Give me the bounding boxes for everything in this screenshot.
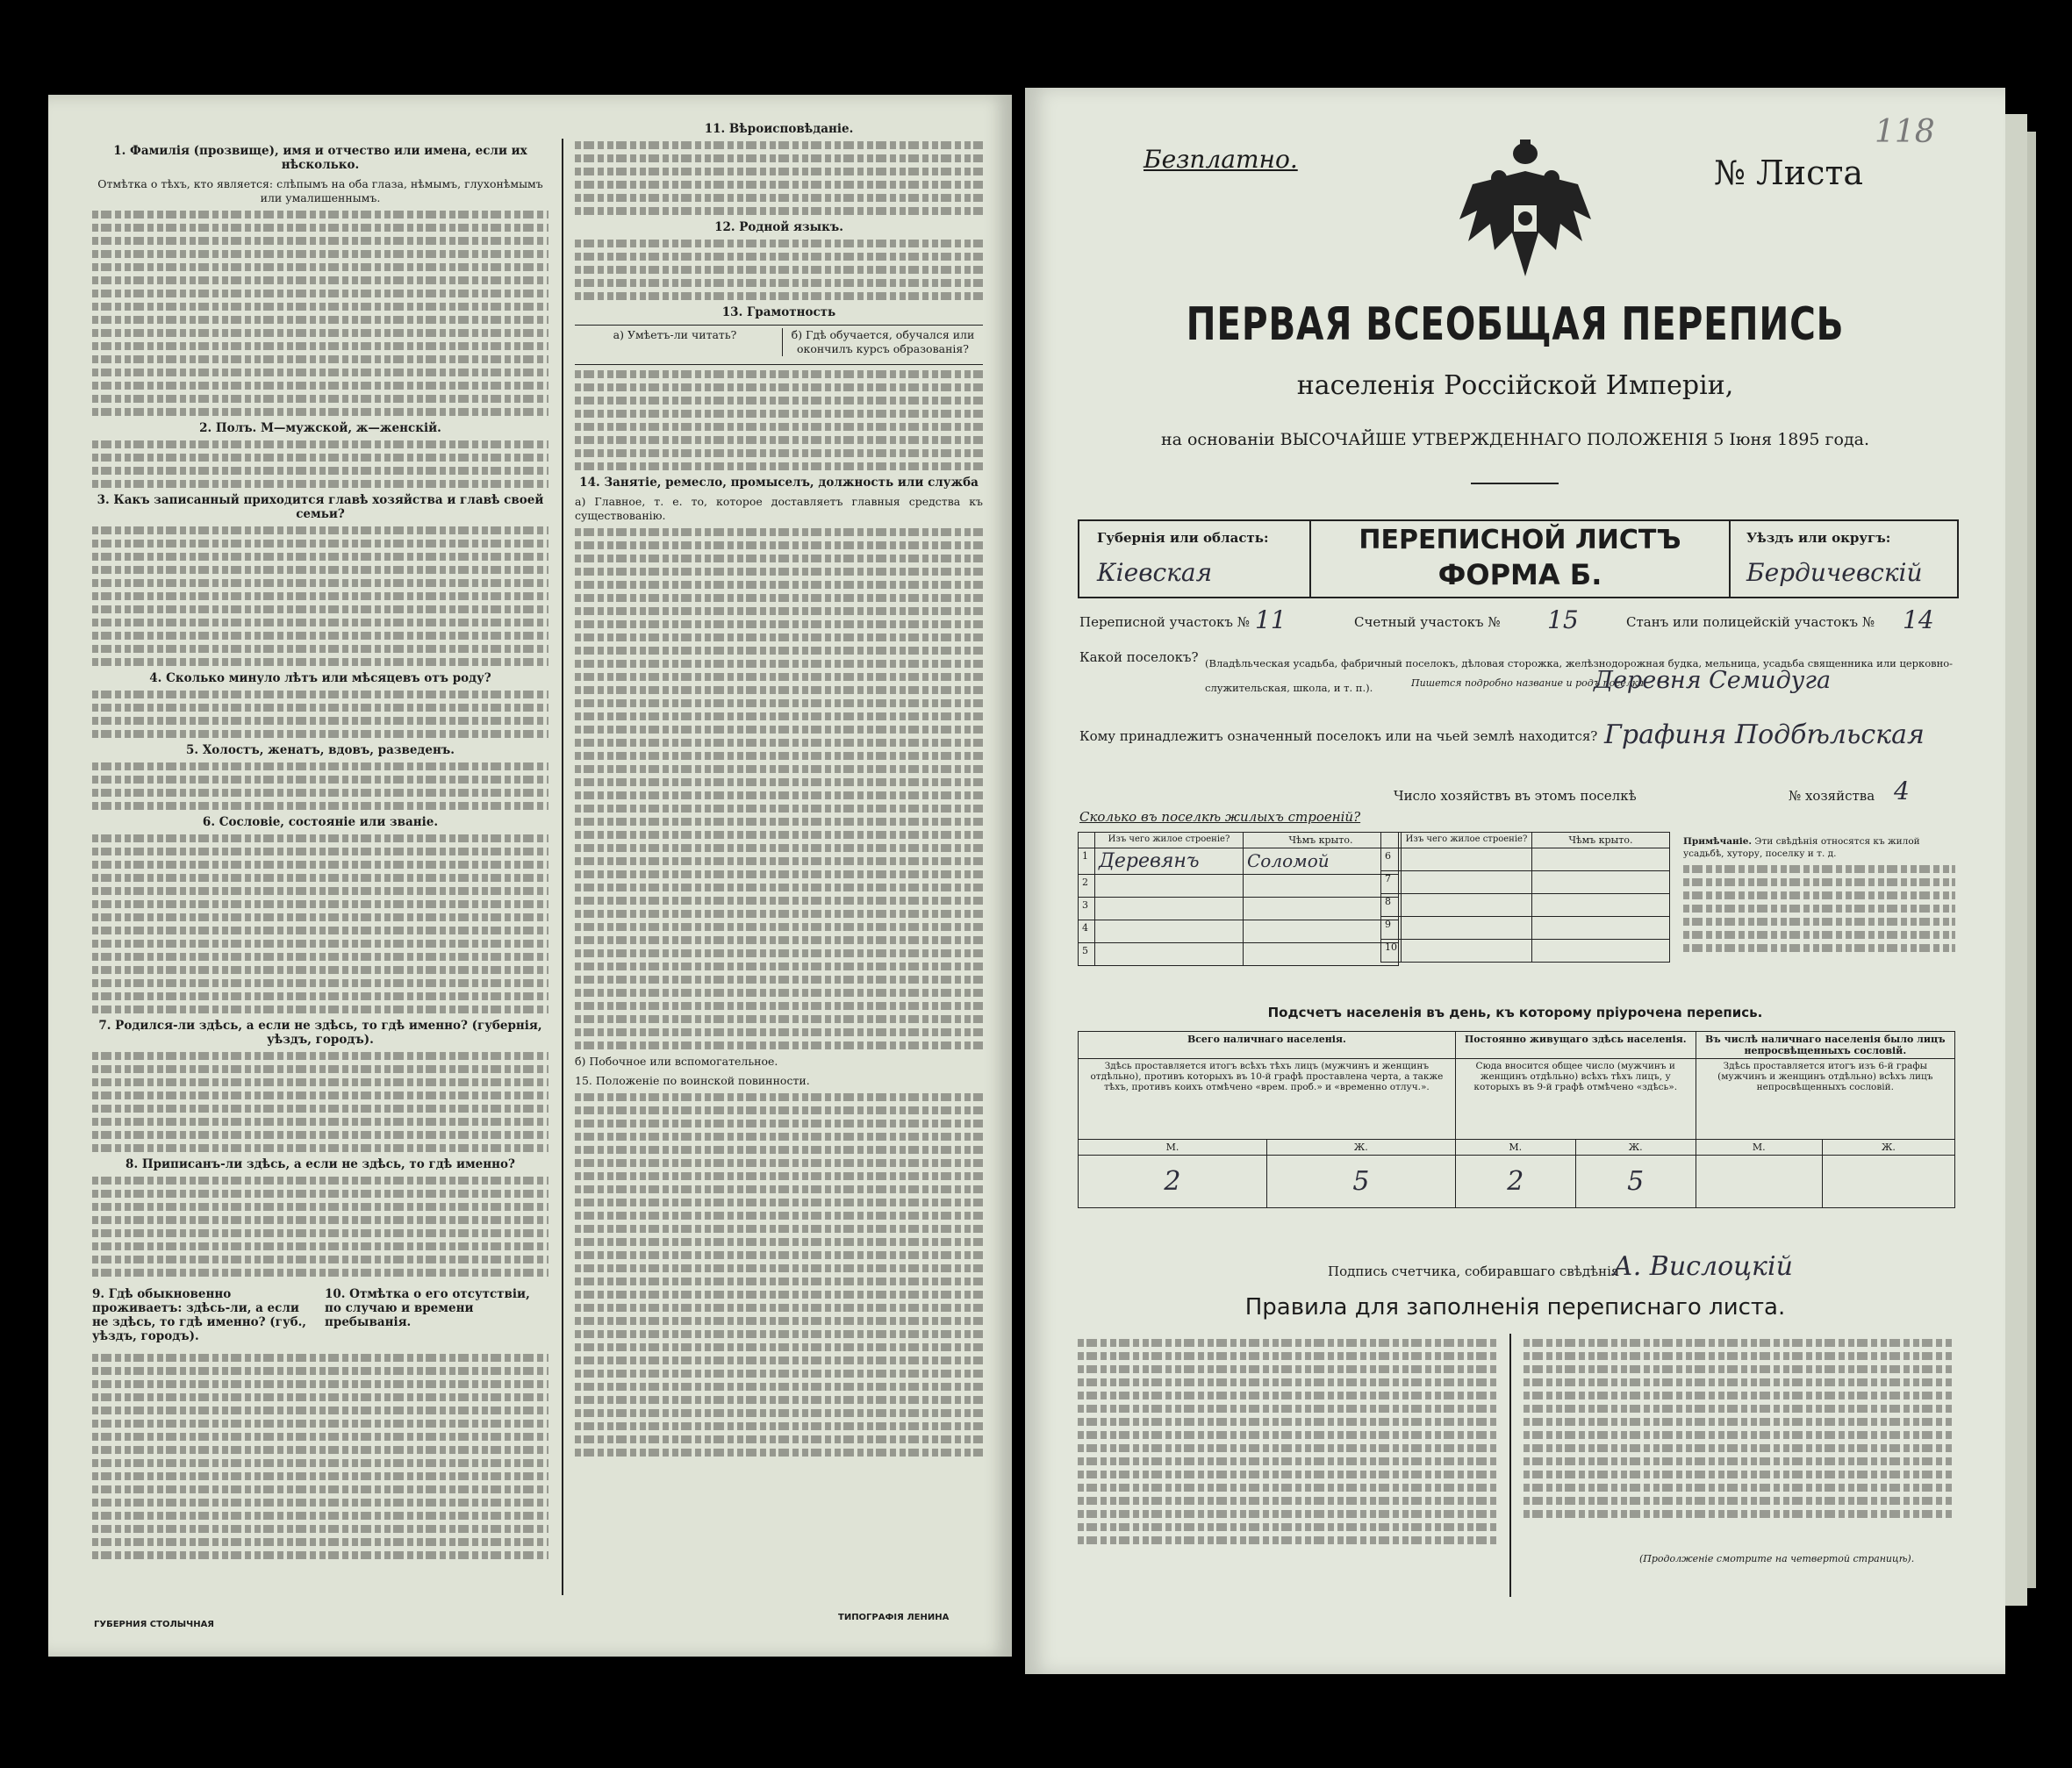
buildings-table-right <box>1380 832 1670 963</box>
tally-description: Здѣсь проставляется итогъ изъ 6-й графы (мужчинъ и женщинъ отдѣльно) всѣхъ лицъ непросвѣщенныхъ сословій. <box>1696 1059 1954 1140</box>
counting-section-value: 15 <box>1547 605 1579 634</box>
column-divider <box>562 139 563 1595</box>
row-number: 8 <box>1381 894 1402 917</box>
settlement-note: (Владѣльческая усадьба, фабричный поселокъ, дѣловая сторожка, желѣзнодорожная будка, мельница, усадьба священника или церковно-служительская, школа, и т. п.). <box>1205 657 1954 694</box>
male-label: М. <box>1455 1140 1575 1156</box>
divider <box>1471 483 1559 484</box>
collector-label: Подпись счетчика, собиравшаго свѣдѣнія <box>1328 1263 1620 1279</box>
province-value: Кіевская <box>1097 558 1213 587</box>
section-heading: 3. Какъ записанный приходится главѣ хозяйства и главѣ своей семьи? <box>97 493 544 521</box>
police-section-label: Станъ или полицейскій участокъ № <box>1626 614 1875 630</box>
police-section-value: 14 <box>1903 605 1934 634</box>
district-value: Бердичевскій <box>1746 558 1923 587</box>
buildings-table-left <box>1078 832 1399 966</box>
rules-continuation: (Продолженіе смотрите на четвертой страницѣ). <box>1639 1553 1915 1564</box>
buildings-col-roof: Чѣмъ крыто. <box>1244 833 1399 848</box>
rules-title: Правила для заполненія переписнаго листа. <box>1244 1294 1786 1321</box>
column-divider <box>1509 1334 1511 1597</box>
census-section-label: Переписной участокъ № <box>1079 614 1250 630</box>
instructions-column-2 <box>575 117 983 1608</box>
row-number: 7 <box>1381 871 1402 894</box>
subsection-heading: а) Умѣетъ-ли читать? <box>613 328 737 341</box>
rules-column-1 <box>1078 1334 1499 1597</box>
tally-value-resident-male: 2 <box>1455 1156 1575 1208</box>
buildings-col-material: Изъ чего жилое строеніе? <box>1095 833 1244 848</box>
tally-value-other-male <box>1696 1156 1822 1208</box>
row-number: 5 <box>1079 943 1095 966</box>
tally-description: Сюда вносится общее число (мужчинъ и женщинъ отдѣльно) всѣхъ тѣхъ лицъ, у которыхъ въ 9-й графѣ отмѣчено «здѣсь». <box>1455 1059 1696 1140</box>
section-heading: 5. Холостъ, женатъ, вдовъ, разведенъ. <box>186 743 455 757</box>
building-material: Деревянъ <box>1095 848 1244 875</box>
settlement-value: Деревня Семидуга <box>1594 667 1832 694</box>
female-label: Ж. <box>1575 1140 1696 1156</box>
tally-title: Подсчетъ населенія въ день, къ которому пріурочена перепись. <box>1267 1005 1763 1020</box>
imperial-eagle-emblem-icon <box>1455 136 1595 290</box>
subsection-heading: б) Гдѣ обучается, обучался или окончилъ курсъ образованія? <box>782 328 983 356</box>
rules-column-2 <box>1524 1334 1954 1579</box>
form-header-box <box>1078 519 1959 598</box>
province-label: Губернія или область: <box>1097 530 1269 546</box>
tally-value-resident-female: 5 <box>1575 1156 1696 1208</box>
subsection-heading: а) Главное, т. е. то, которое доставляетъ главныя средства къ существованію. <box>575 495 983 522</box>
building-roof: Соломой <box>1244 848 1399 875</box>
sheet-number-label: № Листа <box>1714 154 1864 192</box>
page-subtitle: населенія Россійской Имперіи, <box>1296 370 1734 401</box>
male-label: М. <box>1079 1140 1267 1156</box>
section-heading: 11. Вѣроисповѣданіе. <box>704 122 854 136</box>
female-label: Ж. <box>1266 1140 1455 1156</box>
subsection-heading: 15. Положеніе по воинской повинности. <box>575 1074 810 1087</box>
section-heading: 10. Отмѣтка о его отсутствіи, по случаю и времени пребыванія. <box>325 1287 530 1329</box>
section-heading: 14. Занятіе, ремесло, промыселъ, должность или служба <box>579 476 979 490</box>
printer-footer: ТИПОГРАФІЯ ЛЕНИНА <box>838 1613 950 1622</box>
settlement-label: Какой поселокъ? <box>1079 649 1199 665</box>
section-heading: 12. Родной языкъ. <box>714 220 843 234</box>
households-label: Число хозяйствъ въ этомъ поселкѣ <box>1394 788 1637 804</box>
free-label: Безплатно. <box>1144 145 1298 174</box>
buildings-col-roof: Чѣмъ крыто. <box>1532 833 1670 848</box>
row-number: 9 <box>1381 917 1402 940</box>
tally-header: Всего наличнаго населенія. <box>1079 1032 1456 1059</box>
note-label: Примѣчаніе. <box>1683 836 1753 847</box>
form-name: ФОРМА Б. <box>1437 558 1602 591</box>
instructions-column-1 <box>92 139 548 1604</box>
row-number: 3 <box>1079 898 1095 920</box>
row-number: 2 <box>1079 875 1095 898</box>
row-number: 4 <box>1079 920 1095 943</box>
row-number: 1 <box>1079 848 1095 875</box>
form-title: ПЕРЕПИСНОЙ ЛИСТЪ <box>1359 525 1681 555</box>
buildings-col-material: Изъ чего жилое строеніе? <box>1402 833 1532 848</box>
district-label: Уѣздъ или округъ: <box>1746 530 1891 546</box>
note-text: Эти свѣдѣнія относятся къ жилой усадьбѣ, хутору, поселку и т. д. <box>1683 836 1920 859</box>
male-label: М. <box>1696 1140 1822 1156</box>
section-subheading: Отмѣтка о тѣхъ, кто является: слѣпымъ на оба глаза, нѣмымъ, глухонѣмымъ или умалишеннымъ. <box>97 177 543 204</box>
section-heading: 13. Грамотность <box>721 305 836 319</box>
page-title: ПЕРВАЯ ВСЕОБЩАЯ ПЕРЕПИСЬ <box>1186 298 1845 351</box>
section-heading: 2. Полъ. М—мужской, ж—женскій. <box>199 421 441 435</box>
printer-footer: ГУБЕРНИЯ СТОЛЫЧНАЯ <box>94 1620 215 1629</box>
section-heading: 7. Родился-ли здѣсь, а если не здѣсь, то гдѣ именно? (губернія, уѣздъ, городъ). <box>98 1019 542 1047</box>
page-basis-line: на основаніи ВЫСОЧАЙШЕ УТВЕРЖДЕННАГО ПОЛОЖЕНІЯ 5 Іюня 1895 года. <box>1160 430 1870 449</box>
tally-header: Въ числѣ наличнаго населенія было лицъ непросвѣщенныхъ сословій. <box>1696 1032 1954 1059</box>
left-page-instructions <box>48 95 1012 1657</box>
section-heading: 8. Приписанъ-ли здѣсь, а если не здѣсь, то гдѣ именно? <box>125 1157 515 1171</box>
owner-value: Графиня Подбѣльская <box>1604 719 1925 750</box>
collector-signature: А. Вислоцкій <box>1613 1251 1793 1282</box>
row-number: 6 <box>1381 848 1402 871</box>
section-heading: 9. Гдѣ обыкновенно проживаетъ: здѣсь-ли, а если не здѣсь, то гдѣ именно? (губ., уѣздъ, городъ). <box>92 1287 307 1343</box>
owner-label: Кому принадлежитъ означенный поселокъ или на чьей землѣ находится? <box>1079 728 1598 744</box>
household-number-label: № хозяйства <box>1789 788 1875 804</box>
buildings-label: Сколько въ поселкѣ жилыхъ строеній? <box>1079 809 1361 825</box>
subsection-heading: б) Побочное или вспомогательное. <box>575 1055 778 1068</box>
tally-value-present-female: 5 <box>1266 1156 1455 1208</box>
sheet-number-value: 118 <box>1875 114 1935 150</box>
section-heading: 1. Фамилія (прозвище), имя и отчество или имена, если их нѣсколько. <box>113 144 527 172</box>
row-number: 10 <box>1381 940 1402 963</box>
tally-value-other-female <box>1822 1156 1954 1208</box>
section-heading: 6. Сословіе, состояніе или званіе. <box>202 815 439 829</box>
tally-value-present-male: 2 <box>1079 1156 1267 1208</box>
counting-section-label: Счетный участокъ № <box>1354 614 1501 630</box>
population-tally-table <box>1078 1031 1955 1208</box>
census-section-value: 11 <box>1255 605 1287 634</box>
buildings-note <box>1683 835 1955 957</box>
settlement-hint: Пишется подробно название и родъ поселка <box>1411 677 1645 689</box>
household-number-value: 4 <box>1894 777 1910 805</box>
right-page-census-form <box>1025 88 2005 1674</box>
female-label: Ж. <box>1822 1140 1954 1156</box>
section-heading: 4. Сколько минуло лѣтъ или мѣсяцевъ отъ роду? <box>149 671 491 685</box>
tally-header: Постоянно живущаго здѣсь населенія. <box>1455 1032 1696 1059</box>
tally-description: Здѣсь проставляется итогъ всѣхъ тѣхъ лицъ (мужчинъ и женщинъ отдѣльно), противъ которыхъ въ 10-й графѣ проставлена черта, а также тѣхъ, противъ коихъ отмѣчено «врем. проб.» и «временно отлуч.». <box>1079 1059 1456 1140</box>
